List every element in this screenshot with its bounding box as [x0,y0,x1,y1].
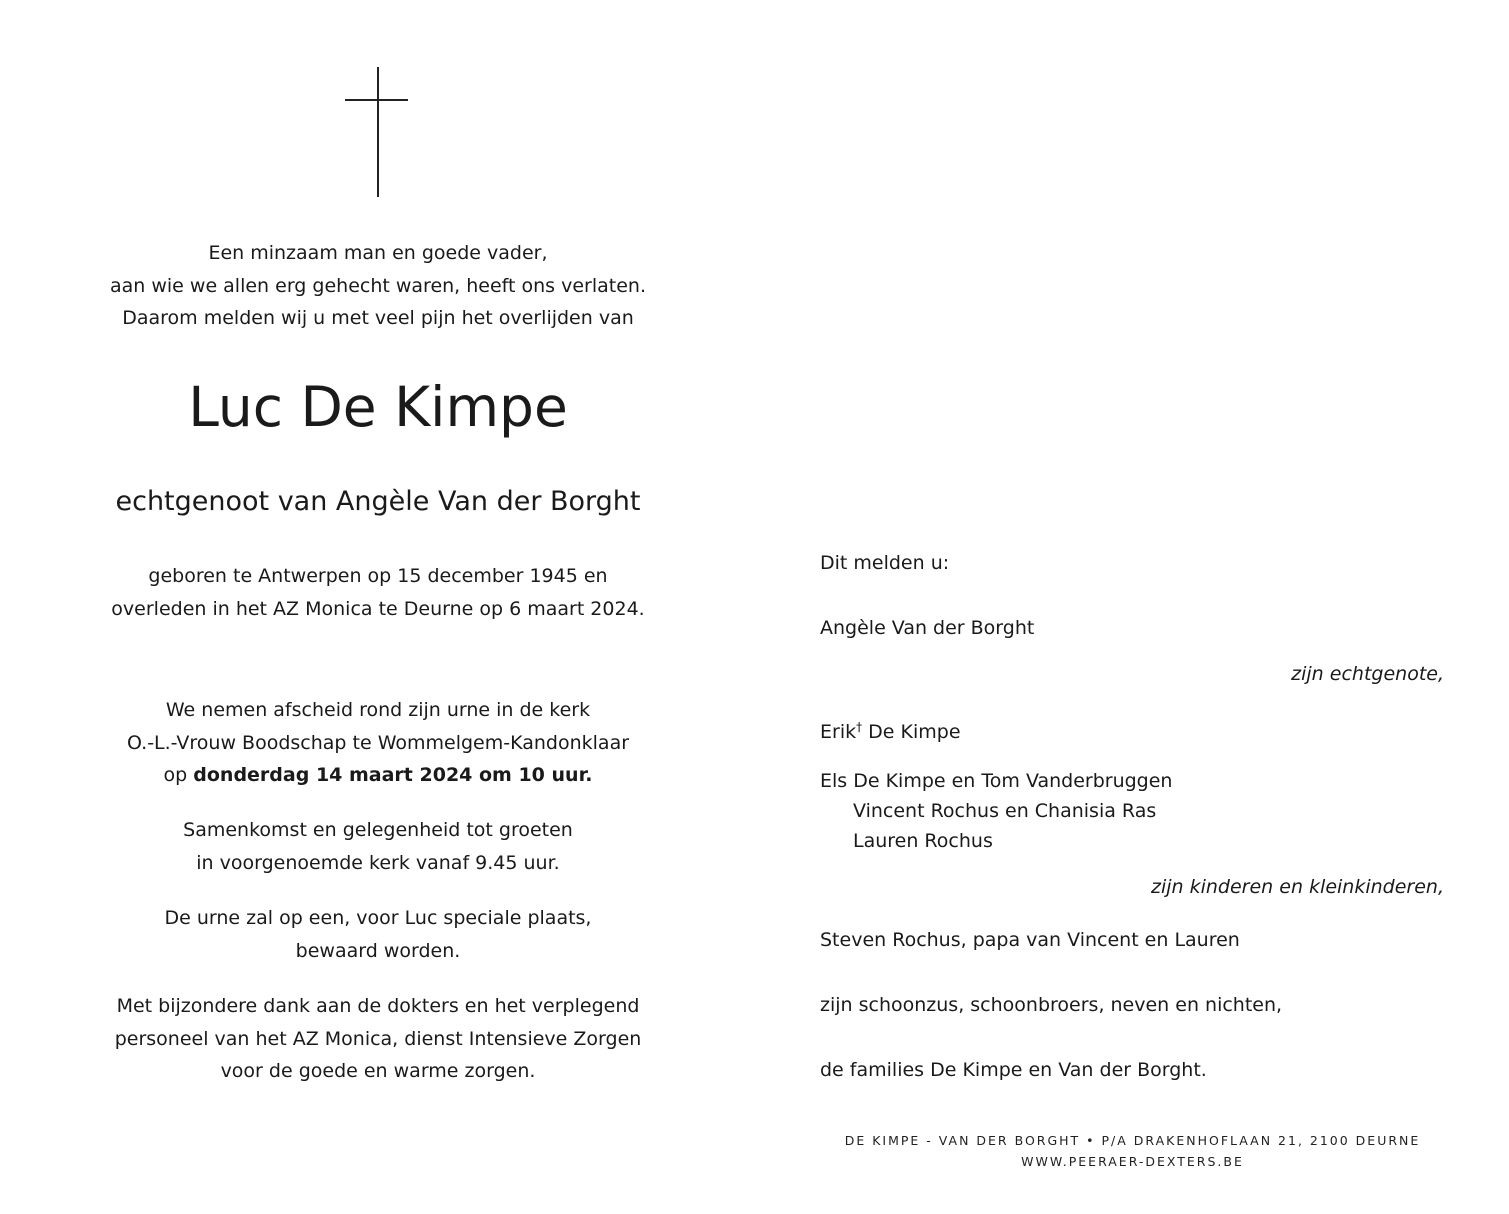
thanks-line: personeel van het AZ Monica, dienst Intensieve Zorgen [114,1027,642,1050]
announcer-daughter: Els De Kimpe en Tom Vanderbruggen [820,770,1173,792]
birth-line: geboren te Antwerpen op 15 december 1945 en [148,565,608,587]
announcer-wife: Angèle Van der Borght [820,617,1035,639]
death-line: overleden in het AZ Monica te Deurne op 6 maart 2024. [111,597,645,620]
announcer-grandchild: Vincent Rochus en Chanisia Ras [853,800,1157,822]
announcers-heading: Dit melden u: [820,552,950,574]
children-relation: zijn kinderen en kleinkinderen, [1151,876,1444,898]
intro-line: Daarom melden wij u met veel pijn het overlijden van [122,307,634,329]
gathering-line: Samenkomst en gelegenheid tot groeten [183,819,573,841]
announcer-families: de families De Kimpe en Van der Borght. [820,1059,1207,1081]
dagger-icon: † [856,720,863,734]
cross-icon-arm [345,99,408,101]
announcer-son [820,712,961,747]
ceremony-text [60,694,696,792]
announcer-steven: Steven Rochus, papa van Vincent en Lauren [820,929,1240,951]
urn-text [60,902,696,967]
intro-line: aan wie we allen erg gehecht waren, heeft ons verlaten. [109,274,647,297]
thanks-line: Met bijzondere dank aan de dokters en het verplegend [116,995,640,1017]
son-last-name: De Kimpe [862,721,961,743]
urn-line: De urne zal op een, voor Luc speciale plaats, [164,907,592,929]
urn-line: bewaard worden. [295,939,461,962]
ceremony-line: O.-L.-Vrouw Boodschap te Wommelgem-Kandonklaar [126,731,630,754]
announcer-grandchild: Lauren Rochus [853,830,993,852]
wife-relation: zijn echtgenote, [1291,663,1444,685]
intro-text [60,237,696,335]
son-first-name: Erik [820,721,857,743]
footer-address: DE KIMPE - VAN DER BORGHT • P/A DRAKENHOFLAAN 21, 2100 DEURNE [844,1133,1421,1148]
thanks-text [60,990,696,1088]
footer-website: WWW.PEERAER-DEXTERS.BE [1021,1154,1244,1169]
deceased-name: Luc De Kimpe [188,375,568,439]
gathering-line: in voorgenoemde kerk vanaf 9.45 uur. [196,851,560,874]
ceremony-date-line [60,759,696,792]
cross-icon [377,67,379,197]
intro-line: Een minzaam man en goede vader, [208,242,548,264]
birth-death-text [60,560,696,625]
thanks-line: voor de goede en warme zorgen. [220,1060,536,1082]
gathering-text [60,814,696,879]
spouse-line: echtgenoot van Angèle Van der Borght [115,486,641,517]
ceremony-date: donderdag 14 maart 2024 om 10 uur. [193,764,593,786]
announcer-in-laws: zijn schoonzus, schoonbroers, neven en nichten, [820,994,1283,1016]
ceremony-date-prefix: op [163,764,194,786]
ceremony-line: We nemen afscheid rond zijn urne in de kerk [165,699,591,721]
